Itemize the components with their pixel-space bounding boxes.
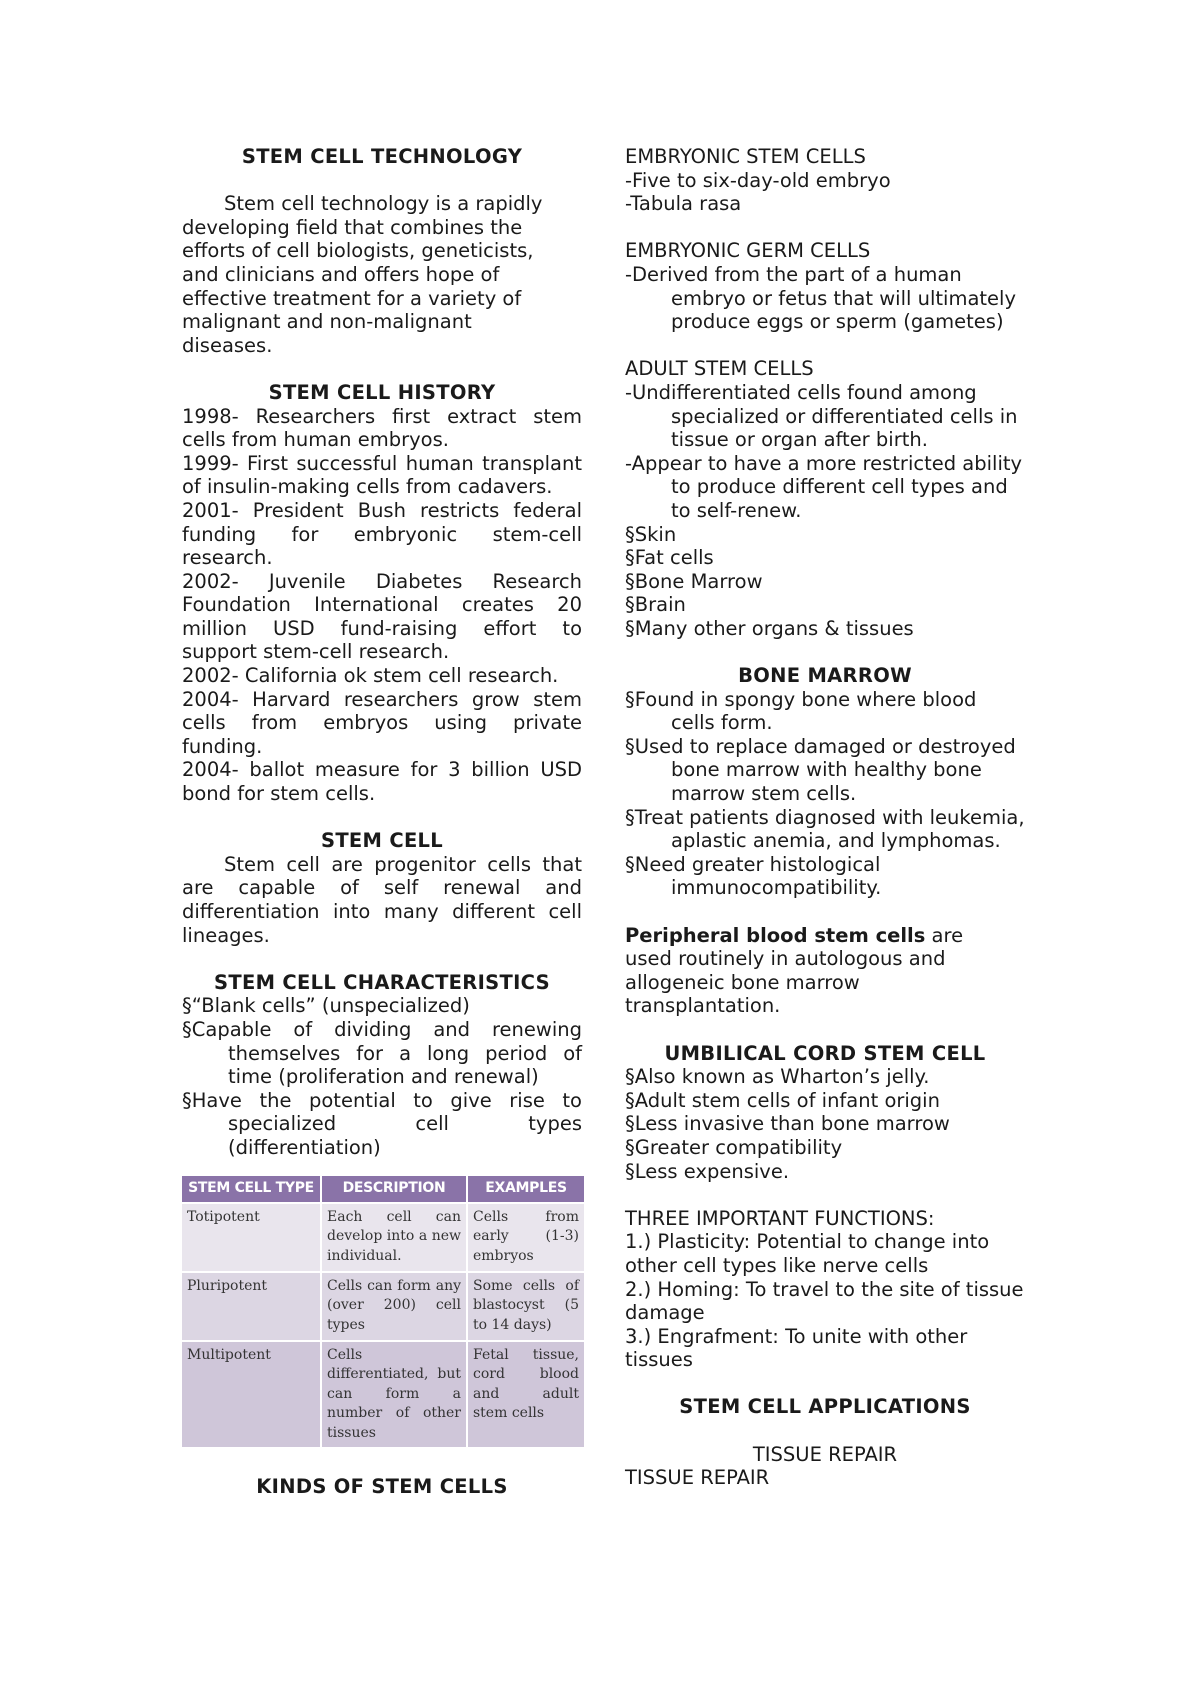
table-cell: Cells differentiated, but can form a number of other tissues — [321, 1341, 467, 1447]
table-cell: Fetal tissue, cord blood and adult stem cells — [467, 1341, 584, 1447]
cord-item: §Less invasive than bone marrow — [625, 1112, 950, 1136]
history-list — [182, 405, 582, 806]
stem-cell-technology-heading: STEM CELL TECHNOLOGY — [241, 145, 523, 168]
adult-item: §Fat cells — [625, 546, 714, 570]
history-item: 2002- Juvenile Diabetes Research Foundation International creates 20 million USD fund-raising effort to support stem-cell research. — [182, 569, 582, 664]
stem-cell-characteristics-heading: STEM CELL CHARACTERISTICS — [214, 970, 550, 994]
adult-item: -Appear to have a more restricted ability to produce different cell types and to self-renew. — [625, 451, 1023, 522]
table-cell: Pluripotent — [182, 1272, 321, 1341]
characteristic-item: §Have the potential to give rise to specialized cell types (differentiation) — [182, 1088, 582, 1159]
umbilical-cord-heading: UMBILICAL CORD STEM CELL — [664, 1041, 986, 1065]
bone-marrow-heading: BONE MARROW — [738, 664, 912, 688]
history-item: 1999- First successful human transplant of insulin-making cells from cadavers. — [182, 451, 582, 499]
embryonic-item: -Five to six-day-old embryo — [625, 168, 891, 192]
adult-stem-cells-heading: ADULT STEM CELLS — [625, 357, 814, 381]
stem-cell-history-heading: STEM CELL HISTORY — [268, 380, 496, 404]
embryonic-item: -Tabula rasa — [625, 192, 742, 216]
table-cell: Multipotent — [182, 1341, 321, 1447]
table-header-row — [182, 1176, 584, 1203]
table-row — [182, 1203, 584, 1272]
cord-item: §Less expensive. — [625, 1159, 790, 1183]
history-item: 2001- President Bush restricts federal funding for embryonic stem-cell research. — [182, 498, 582, 570]
marrow-item: §Used to replace damaged or destroyed bone marrow with healthy bone marrow stem cells. — [625, 734, 1016, 806]
table-header-description: DESCRIPTION — [321, 1176, 467, 1203]
table-cell: Some cells of blastocyst (5 to 14 days) — [467, 1272, 584, 1341]
table-header-examples: EXAMPLES — [467, 1176, 584, 1203]
stem-cell-paragraph: Stem cell are progenitor cells that are capable of self renewal and differentiation into many different cell lineages. — [182, 852, 582, 947]
history-item: 2004- ballot measure for 3 billion USD bond for stem cells. — [182, 758, 582, 806]
marrow-item: §Treat patients diagnosed with leukemia, aplastic anemia, and lymphomas. — [625, 805, 1025, 853]
adult-item: §Brain — [625, 593, 686, 617]
function-item: 2.) Homing: To travel to the site of tissue damage — [625, 1277, 1024, 1325]
function-item: 1.) Plasticity: Potential to change into other cell types like nerve cells — [625, 1230, 990, 1277]
peripheral-blood-paragraph — [625, 924, 1025, 1018]
adult-item: §Bone Marrow — [625, 569, 763, 593]
stem-cell-type-table — [182, 1176, 584, 1447]
marrow-item: §Need greater histological immunocompatibility. — [625, 852, 882, 900]
left-column — [182, 145, 582, 1498]
embryonic-germ-cells-heading: EMBRYONIC GERM CELLS — [625, 239, 871, 263]
adult-item: §Skin — [625, 522, 677, 546]
history-item: 2002- California ok stem cell research. — [182, 664, 559, 688]
history-item: 2004- Harvard researchers grow stem cells from embryos using private funding. — [182, 687, 582, 758]
functions-heading: THREE IMPORTANT FUNCTIONS: — [625, 1206, 935, 1230]
table-cell: Each cell can develop into a new individual. — [321, 1203, 467, 1272]
function-item: 3.) Engrafment: To unite with other tissues — [625, 1324, 968, 1372]
table-header-type: STEM CELL TYPE — [182, 1176, 321, 1203]
table-cell: Cells can form any (over 200) cell types — [321, 1272, 467, 1341]
germ-item: -Derived from the part of a human embryo or fetus that will ultimately produce eggs or sperm (gametes) — [625, 262, 1017, 334]
adult-item: §Many other organs & tissues — [625, 616, 914, 640]
right-column — [625, 145, 1025, 1490]
cord-item: §Also known as Wharton’s jelly. — [625, 1065, 930, 1089]
tissue-repair-left: TISSUE REPAIR — [625, 1466, 770, 1490]
history-item: 1998- Researchers first extract stem cells from human embryos. — [182, 404, 582, 452]
table-cell: Totipotent — [182, 1203, 321, 1272]
stem-cell-applications-heading: STEM CELL APPLICATIONS — [679, 1395, 971, 1419]
stem-cell-heading: STEM CELL — [320, 829, 444, 853]
cord-item: §Greater compatibility — [625, 1135, 843, 1159]
embryonic-stem-cells-heading: EMBRYONIC STEM CELLS — [625, 145, 866, 168]
characteristic-item: §“Blank cells” (unspecialized) — [182, 994, 470, 1018]
peripheral-blood-term: Peripheral blood stem cells — [625, 923, 926, 947]
cord-item: §Adult stem cells of infant origin — [625, 1088, 940, 1112]
peripheral-blood-text: are used routinely in autologous and allogeneic bone marrow transplantation. — [625, 923, 964, 1018]
table-cell: Cells from early (1-3) embryos — [467, 1203, 584, 1272]
characteristics-list — [182, 994, 582, 1159]
characteristic-item: §Capable of dividing and renewing themselves for a long period of time (proliferation and renewal) — [182, 1017, 582, 1089]
marrow-item: §Found in spongy bone where blood cells form. — [625, 687, 977, 735]
adult-item: -Undifferentiated cells found among specialized or differentiated cells in tissue or organ after birth. — [625, 380, 1018, 452]
technology-paragraph: Stem cell technology is a rapidly developing field that combines the efforts of cell biologists, geneticists, and clinicians and offers hope of effective treatment for a variety of malignant and non-malignant diseases. — [182, 192, 543, 357]
table-row — [182, 1272, 584, 1341]
kinds-of-stem-cells-heading: KINDS OF STEM CELLS — [256, 1474, 508, 1498]
tissue-repair-centered: TISSUE REPAIR — [752, 1442, 898, 1466]
table-row — [182, 1341, 584, 1447]
